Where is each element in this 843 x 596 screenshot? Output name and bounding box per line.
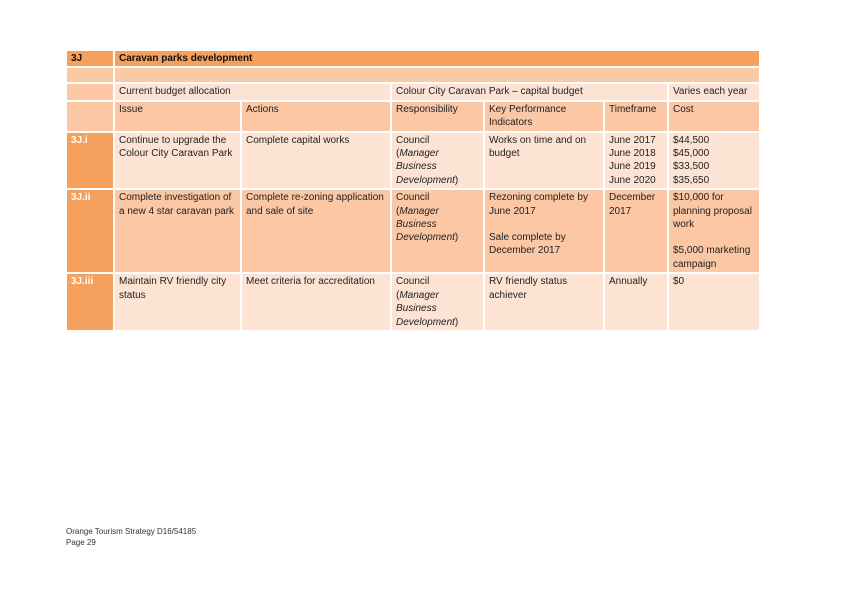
footer-page-number: Page 29 bbox=[66, 537, 96, 547]
responsibility-cell: Council (Manager Business Development) bbox=[391, 189, 484, 273]
responsibility-main: Council bbox=[396, 134, 430, 146]
page-footer bbox=[66, 527, 196, 548]
kpi-text: Sale complete by December 2017 bbox=[489, 232, 566, 257]
section-code: 3J bbox=[66, 50, 114, 67]
row-id: 3J.ii bbox=[66, 189, 114, 273]
action-cell: Complete capital works bbox=[241, 132, 391, 190]
timeframe-line: June 2017 bbox=[609, 134, 656, 146]
responsibility-main: Council bbox=[396, 276, 430, 288]
column-header-actions: Actions bbox=[241, 101, 391, 132]
row-id: 3J.iii bbox=[66, 273, 114, 331]
column-header-issue: Issue bbox=[114, 101, 241, 132]
row-id: 3J.i bbox=[66, 132, 114, 190]
kpi-text: Rezoning complete by June 2017 bbox=[489, 192, 588, 217]
column-header-row bbox=[66, 101, 760, 132]
table-row bbox=[66, 273, 760, 331]
cost-line: $33,500 bbox=[673, 161, 710, 173]
kpi-cell bbox=[484, 189, 604, 273]
header-id-cell bbox=[66, 101, 114, 132]
responsibility-detail: Manager Business Development bbox=[396, 148, 455, 186]
responsibility-cell: Council (Manager Business Development) bbox=[391, 273, 484, 331]
cost-cell bbox=[668, 132, 760, 190]
spacer-cell bbox=[114, 67, 760, 83]
timeframe-line: June 2020 bbox=[609, 174, 656, 186]
kpi-cell bbox=[484, 273, 604, 331]
cost-line: $5,000 marketing campaign bbox=[673, 245, 751, 270]
responsibility-cell: Council (Manager Business Development) bbox=[391, 132, 484, 190]
action-plan-table bbox=[66, 50, 760, 331]
timeframe-cell bbox=[604, 189, 668, 273]
cost-cell bbox=[668, 273, 760, 331]
budget-id-cell bbox=[66, 83, 114, 100]
budget-row bbox=[66, 83, 760, 100]
column-header-timeframe: Timeframe bbox=[604, 101, 668, 132]
issue-cell: Continue to upgrade the Colour City Caravan Park bbox=[114, 132, 241, 190]
issue-cell: Complete investigation of a new 4 star caravan park bbox=[114, 189, 241, 273]
budget-item: Colour City Caravan Park – capital budget bbox=[391, 83, 668, 100]
budget-amount: Varies each year bbox=[668, 83, 760, 100]
cost-line: $10,000 for planning proposal work bbox=[673, 192, 752, 231]
timeframe-line: Annually bbox=[609, 276, 648, 288]
cost-line: $45,000 bbox=[673, 148, 710, 160]
timeframe-line: December 2017 bbox=[609, 192, 656, 217]
section-title: Caravan parks development bbox=[114, 50, 760, 67]
timeframe-cell bbox=[604, 273, 668, 331]
kpi-text: RV friendly status achiever bbox=[489, 276, 568, 301]
cost-line: $0 bbox=[673, 276, 685, 288]
cost-cell bbox=[668, 189, 760, 273]
action-cell: Meet criteria for accreditation bbox=[241, 273, 391, 331]
action-cell: Complete re-zoning application and sale of site bbox=[241, 189, 391, 273]
issue-cell: Maintain RV friendly city status bbox=[114, 273, 241, 331]
section-header-row bbox=[66, 50, 760, 67]
footer-doc-reference: Orange Tourism Strategy D16/54185 bbox=[66, 527, 197, 536]
budget-label: Current budget allocation bbox=[114, 83, 391, 100]
column-header-responsibility: Responsibility bbox=[391, 101, 484, 132]
cost-line: $35,650 bbox=[673, 174, 710, 186]
spacer-cell bbox=[66, 67, 114, 83]
kpi-cell bbox=[484, 132, 604, 190]
kpi-text: Works on time and on budget bbox=[489, 134, 587, 160]
column-header-cost: Cost bbox=[668, 101, 760, 132]
responsibility-detail: Manager Business Development bbox=[396, 289, 455, 328]
column-header-kpi: Key Performance Indicators bbox=[484, 101, 604, 132]
responsibility-detail: Manager Business Development bbox=[396, 205, 455, 244]
cost-line: $44,500 bbox=[673, 134, 710, 146]
timeframe-line: June 2019 bbox=[609, 161, 656, 173]
table-row bbox=[66, 132, 760, 190]
spacer-row bbox=[66, 67, 760, 83]
table-row bbox=[66, 189, 760, 273]
responsibility-main: Council bbox=[396, 192, 430, 204]
timeframe-cell bbox=[604, 132, 668, 190]
timeframe-line: June 2018 bbox=[609, 148, 656, 160]
